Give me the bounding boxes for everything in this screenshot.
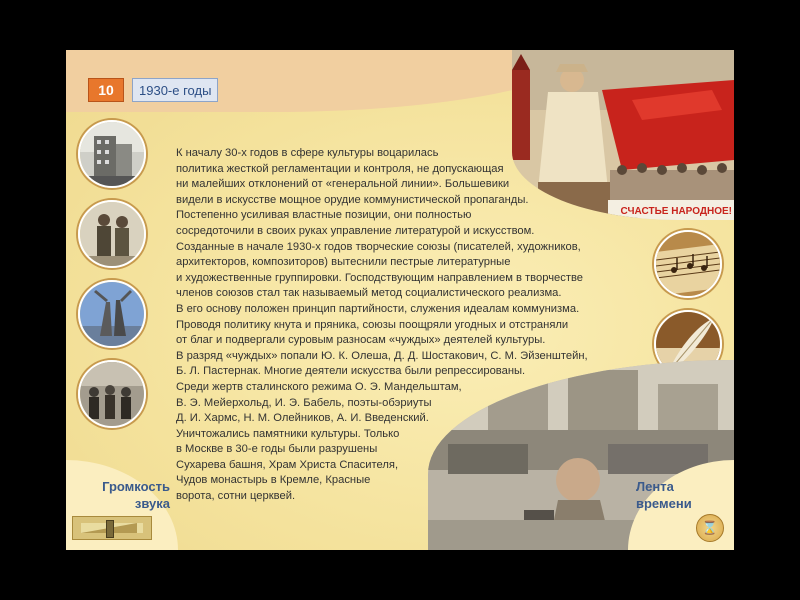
main-text: К началу 30-х годов в сфере культуры воцарилась политика жесткой регламентации и контроля, не допускающая ни малейших отклонений от «генеральной линии». Большевики видели в искусстве мощное орудие коммунистической пропаганды. Постепенно усиливая властные позиции, они полностью сосредоточили в своих руках управление литературой и искусством. Созданные в начале 1930-х годов творческие союзы (писателей, художников, архитекторов, композиторов) вытеснили пестрые литературные и художественные группировки. Господствующим направлением в творчестве членов союзов стал так называемый метод социалистического реализма. В его основу положен принцип партийности, служения идеалам коммунизма. Проводя политику кнута и пряника, союзы поощряли угодных и отстраняли от благ и подвергали суровым разносам «чуждых» деятелей культуры. В разряд «чуждых» попали Ю. К. Олеша, Д. Д. Шостакович, С. М. Эйзенштейн, Б. Л. Пастернак. Многие деятели искусства были репрессированы. Среди жертв сталинского режима О. Э. Мандельштам, В. Э. Мейерхольд, И. Э. Бабель, поэты-обэриуты Д. И. Хармс, Н. М. Олейников, А. И. Введенский. Уничтожались памятники культуры. Только в Москве в 30-е годы были разрушены Сухарева башня, Храм Христа Спасителя, Чудов монастырь в Кремле, Красные ворота, сотни церквей.	[176, 147, 588, 503]
poster-caption: СЧАСТЬЕ НАРОДНОЕ!	[620, 206, 732, 217]
timeline-label[interactable]	[636, 478, 716, 512]
thumbnail-building[interactable]	[78, 120, 146, 188]
volume-handle[interactable]	[106, 520, 114, 538]
thumbnail-sheet-music[interactable]	[654, 230, 722, 298]
sheet-music-icon	[656, 232, 720, 296]
crowd-photo-icon	[80, 362, 144, 426]
volume-slider[interactable]	[72, 516, 152, 540]
volume-label-line1: Громкость	[102, 479, 170, 494]
period-title-badge: 1930-е годы	[132, 78, 218, 102]
slide-number-badge: 10	[88, 78, 124, 102]
timeline-label-line1: Лента	[636, 479, 674, 494]
timeline-label-line2: времени	[636, 496, 692, 511]
slide-panel	[66, 50, 734, 550]
building-photo-icon	[80, 122, 144, 186]
thumbnail-crowd[interactable]	[78, 360, 146, 428]
thumbnail-soldiers[interactable]	[78, 200, 146, 268]
hourglass-icon: ⌛	[701, 520, 719, 535]
thumbnail-monument[interactable]	[78, 280, 146, 348]
volume-label	[88, 478, 170, 512]
soldiers-photo-icon	[80, 202, 144, 266]
timeline-button[interactable]	[696, 514, 724, 542]
monument-photo-icon	[80, 282, 144, 346]
volume-label-line2: звука	[134, 496, 170, 511]
